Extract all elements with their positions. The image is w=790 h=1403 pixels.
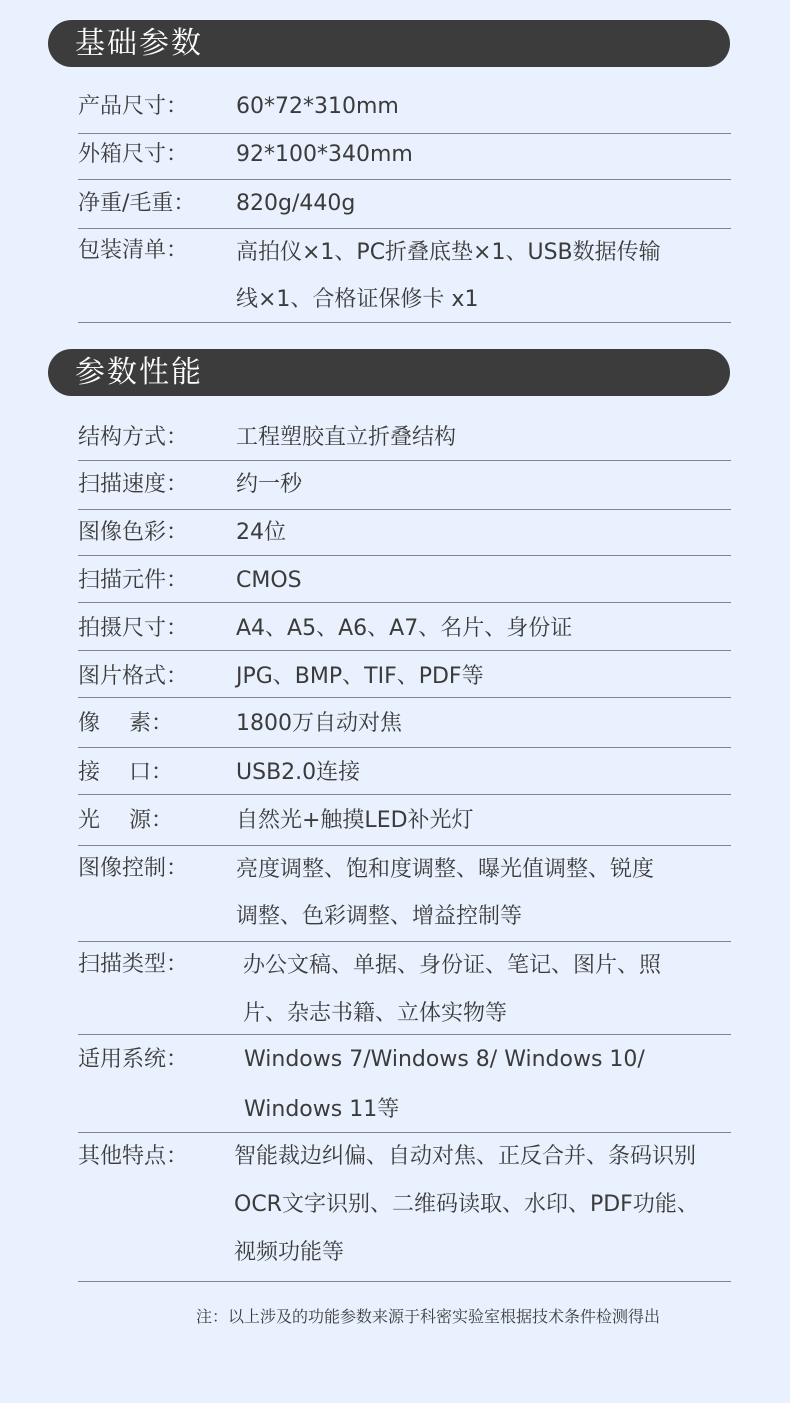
param-value-line: 亮度调整、饱和度调整、曝光值调整、锐度 <box>236 857 655 882</box>
param-label: 其他特点： <box>78 1144 189 1169</box>
param-value-line: 片、杂志书籍、立体实物等 <box>243 1001 508 1026</box>
param-value-line: USB2.0连接 <box>236 760 361 785</box>
param-row-sensor <box>78 556 731 603</box>
param-value <box>236 651 484 703</box>
param-row-other-features <box>78 1133 731 1282</box>
param-label: 外箱尺寸： <box>78 142 189 167</box>
param-value-line: 线×1、合格证保修卡 x1 <box>236 287 479 312</box>
section-header-performance <box>48 349 730 396</box>
param-label: 图片格式： <box>78 664 189 689</box>
param-value <box>236 180 355 227</box>
param-label: 像 素： <box>78 711 173 736</box>
param-value-line: A4、A5、A6、A7、名片、身份证 <box>236 616 573 641</box>
param-row-os <box>78 1035 731 1133</box>
param-row-structure <box>78 416 731 461</box>
param-label: 结构方式： <box>78 425 189 450</box>
param-value <box>236 134 413 176</box>
param-row-package-list <box>78 229 731 323</box>
param-row-pixels <box>78 698 731 748</box>
param-label: 图像色彩： <box>78 520 189 545</box>
param-value <box>236 510 286 555</box>
param-value-line: JPG、BMP、TIF、PDF等 <box>236 664 484 689</box>
param-label: 包装清单： <box>78 238 189 263</box>
param-value-line: 调整、色彩调整、增益控制等 <box>236 904 523 929</box>
param-value-line: Windows 11等 <box>244 1097 400 1122</box>
param-value-line: 视频功能等 <box>234 1240 345 1265</box>
param-value-line: 820g/440g <box>236 191 356 216</box>
param-row-image-control <box>78 846 731 942</box>
param-value <box>236 748 360 798</box>
param-label: 图像控制： <box>78 856 189 881</box>
param-label: 拍摄尺寸： <box>78 616 189 641</box>
param-value-line: 24位 <box>236 520 286 545</box>
param-label: 扫描类型： <box>78 952 189 977</box>
param-label: 光 源： <box>78 808 173 833</box>
param-value-line: 智能裁边纠偏、自动对焦、正反合并、条码识别 <box>234 1144 697 1169</box>
param-value <box>234 1133 699 1277</box>
param-row-scan-type <box>78 942 731 1035</box>
param-value <box>244 1035 645 1135</box>
section-title-basic: 基础参数 <box>75 26 203 61</box>
footnote: 注：以上涉及的功能参数来源于科密实验室根据技术条件检测得出 <box>196 1307 661 1326</box>
param-value <box>236 461 302 509</box>
param-value <box>236 603 572 655</box>
param-value-line: 高拍仪×1、PC折叠底垫×1、USB数据传输 <box>236 240 661 265</box>
param-value-line: Windows 7/Windows 8/ Windows 10/ <box>244 1047 645 1072</box>
param-value-line: 1800万自动对焦 <box>236 711 402 736</box>
param-value <box>236 416 456 460</box>
param-row-capture-size <box>78 603 731 651</box>
param-value-line: 60*72*310mm <box>236 94 399 119</box>
param-label: 扫描元件： <box>78 568 189 593</box>
param-value <box>236 229 661 323</box>
param-value <box>236 698 402 750</box>
param-value-line: 办公文稿、单据、身份证、笔记、图片、照 <box>243 953 662 978</box>
param-value <box>236 795 474 847</box>
param-value <box>236 556 302 606</box>
section-title-performance: 参数性能 <box>75 355 203 390</box>
param-value-line: 工程塑胶直立折叠结构 <box>236 425 457 450</box>
param-row-image-format <box>78 651 731 698</box>
param-value-line: OCR文字识别、二维码读取、水印、PDF功能、 <box>234 1192 699 1217</box>
param-value-line: 约一秒 <box>236 472 303 497</box>
section-header-basic <box>48 20 730 67</box>
param-row-product-size <box>78 88 731 134</box>
param-label: 净重/毛重： <box>78 191 196 216</box>
param-row-box-size <box>78 134 731 180</box>
param-value-line: CMOS <box>236 568 302 593</box>
param-row-scan-speed <box>78 461 731 510</box>
param-label: 扫描速度： <box>78 472 189 497</box>
param-label: 接 口： <box>78 760 173 785</box>
param-value-line: 自然光+触摸LED补光灯 <box>236 808 474 833</box>
param-label: 适用系统： <box>78 1047 189 1072</box>
param-row-color <box>78 510 731 556</box>
param-row-weight <box>78 180 731 229</box>
param-label: 产品尺寸： <box>78 94 189 119</box>
param-row-light-source <box>78 795 731 846</box>
param-value <box>236 88 399 126</box>
param-value <box>243 942 661 1038</box>
param-value <box>236 846 654 940</box>
param-value-line: 92*100*340mm <box>236 142 413 167</box>
param-row-interface <box>78 748 731 795</box>
